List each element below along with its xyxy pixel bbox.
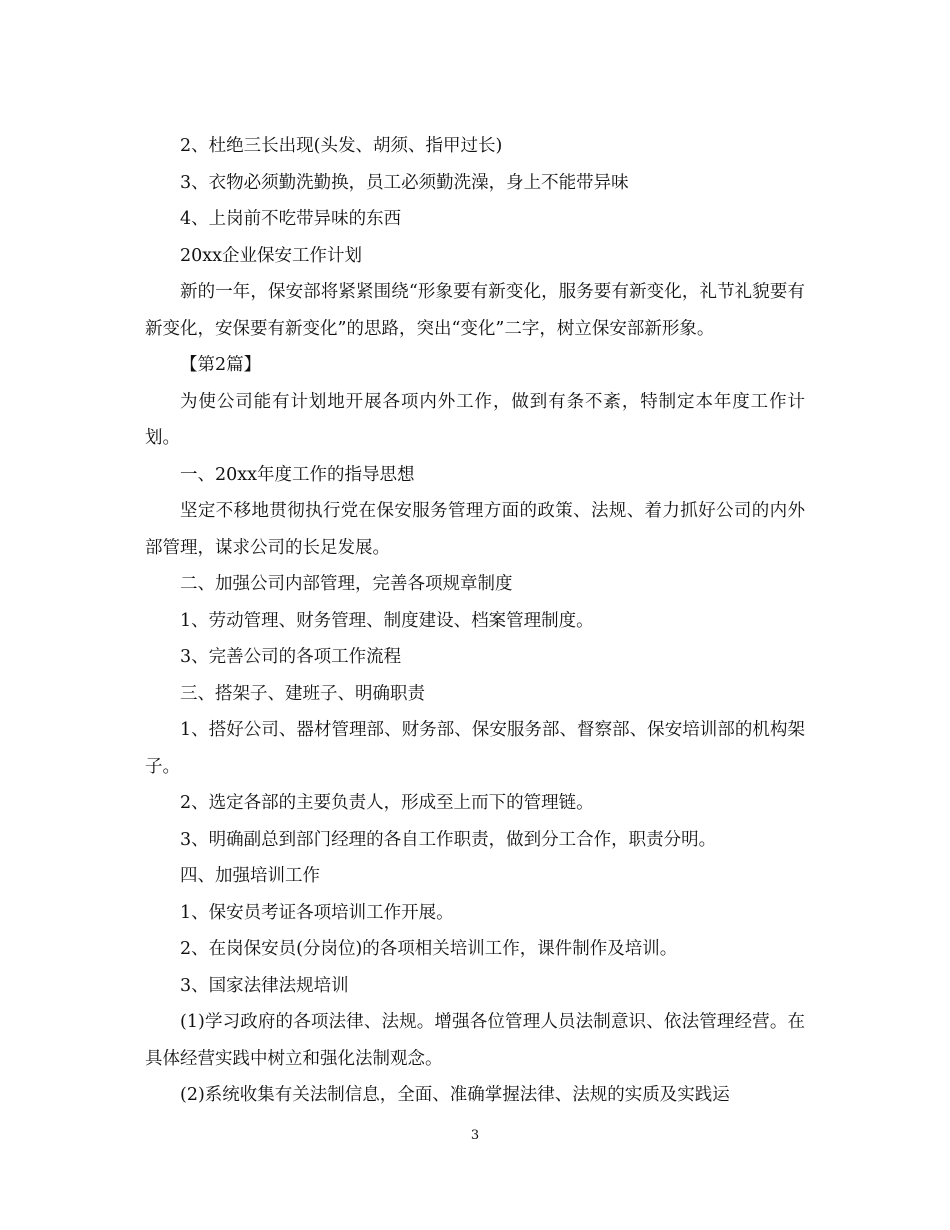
- paragraph: 2、在岗保安员(分岗位)的各项相关培训工作，课件制作及培训。: [180, 939, 678, 959]
- paragraph: 3、完善公司的各项工作流程: [180, 647, 402, 667]
- paragraph: 新的一年，保安部将紧紧围绕“形象要有新变化，服务要有新变化，礼节礼貌要有新变化，安保要有新变化”的思路，突出“变化”二字，树立保安部新形象。: [145, 282, 805, 339]
- paragraph: 2、杜绝三长出现(头发、胡须、指甲过长): [180, 136, 503, 156]
- paragraph: 1、搭好公司、器材管理部、财务部、保安服务部、督察部、保安培训部的机构架子。: [145, 720, 805, 777]
- paragraph: 3、衣物必须勤洗勤换，员工必须勤洗澡，身上不能带异味: [180, 172, 629, 193]
- section-heading: 三、搭架子、建班子、明确职责: [180, 683, 425, 704]
- paragraph: 3、国家法律法规培训: [180, 975, 349, 996]
- paragraph: 3、明确副总到部门经理的各自工作职责，做到分工合作，职责分明。: [180, 829, 717, 850]
- paragraph: 为使公司能有计划地开展各项内外工作，做到有条不紊，特制定本年度工作计划。: [145, 391, 805, 448]
- paragraph: 2、选定各部的主要负责人，形成至上而下的管理链。: [180, 793, 594, 813]
- page-number: 3: [470, 1128, 480, 1143]
- paragraph: 4、上岗前不吃带异味的东西: [180, 209, 402, 229]
- paragraph: 坚定不移地贯彻执行党在保安服务管理方面的政策、法规、着力抓好公司的内外部管理，谋求公司的长足发展。: [145, 501, 805, 558]
- document-body: [145, 128, 805, 1114]
- section-heading: 一、20xx年度工作的指导思想: [180, 464, 415, 485]
- chapter-marker: 【第2篇】: [180, 355, 262, 375]
- section-heading: 四、加强培训工作: [180, 866, 320, 886]
- paragraph: (1)学习政府的各项法律、法规。增强各位管理人员法制意识、依法管理经营。在具体经营实践中树立和强化法制观念。: [145, 1012, 805, 1069]
- section-heading: 二、加强公司内部管理，完善各项规章制度: [180, 574, 513, 594]
- paragraph: (2)系统收集有关法制信息，全面、准确掌握法律、法规的实质及实践运: [180, 1085, 730, 1105]
- section-heading: 20xx企业保安工作计划: [180, 245, 363, 266]
- paragraph: 1、劳动管理、财务管理、制度建设、档案管理制度。: [180, 610, 594, 631]
- paragraph: 1、保安员考证各项培训工作开展。: [180, 902, 454, 923]
